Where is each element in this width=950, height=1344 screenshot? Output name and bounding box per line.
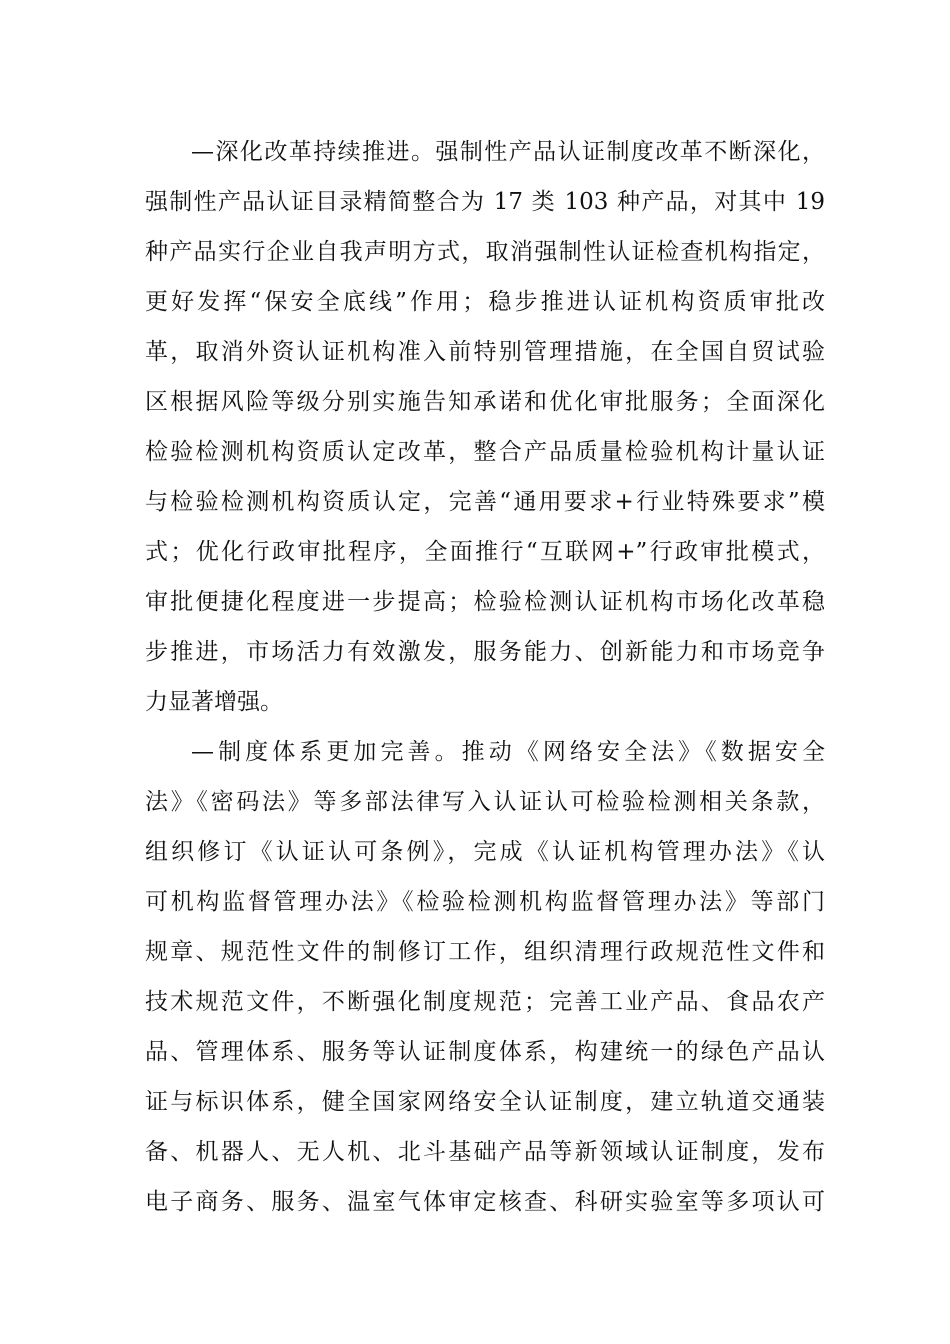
paragraph-line: —制度体系更加完善。推动《网络安全法》《数据安全	[191, 739, 825, 765]
paragraph-line: 力显著增强。	[145, 689, 283, 715]
paragraph-line: 种产品实行企业自我声明方式，取消强制性认证检查机构指定，	[145, 239, 825, 265]
paragraph-line: 检验检测机构资质认定改革，整合产品质量检验机构计量认证	[145, 439, 825, 465]
paragraph-line: 法》《密码法》等多部法律写入认证认可检验检测相关条款，	[145, 789, 825, 815]
paragraph-line: 品、管理体系、服务等认证制度体系，构建统一的绿色产品认	[145, 1039, 825, 1065]
document-body	[145, 127, 825, 1227]
paragraph-line: 更好发挥“保安全底线”作用；稳步推进认证机构资质审批改	[145, 289, 825, 315]
paragraph-line: 式；优化行政审批程序，全面推行“互联网+”行政审批模式，	[145, 539, 825, 565]
paragraph-line: 电子商务、服务、温室气体审定核查、科研实验室等多项认可	[145, 1189, 825, 1215]
paragraph-line: 强制性产品认证目录精简整合为 17 类 103 种产品，对其中 19	[145, 189, 825, 215]
paragraph-line: 备、机器人、无人机、北斗基础产品等新领域认证制度，发布	[145, 1139, 825, 1165]
paragraph-line: 规章、规范性文件的制修订工作，组织清理行政规范性文件和	[145, 939, 825, 965]
paragraph-line: 证与标识体系，健全国家网络安全认证制度，建立轨道交通装	[145, 1089, 825, 1115]
paragraph-line: 可机构监督管理办法》《检验检测机构监督管理办法》等部门	[145, 889, 825, 915]
paragraph-line: 革，取消外资认证机构准入前特别管理措施，在全国自贸试验	[145, 339, 825, 365]
paragraph-line: 步推进，市场活力有效激发，服务能力、创新能力和市场竞争	[145, 639, 825, 665]
paragraph-line: 技术规范文件，不断强化制度规范；完善工业产品、食品农产	[145, 989, 825, 1015]
paragraph-line: 组织修订《认证认可条例》，完成《认证机构管理办法》《认	[145, 839, 825, 865]
paragraph-line: 区根据风险等级分别实施告知承诺和优化审批服务；全面深化	[145, 389, 825, 415]
paragraph-line: 与检验检测机构资质认定，完善“通用要求+行业特殊要求”模	[145, 489, 825, 515]
paragraph-line: —深化改革持续推进。强制性产品认证制度改革不断深化，	[191, 139, 825, 165]
paragraph-system	[145, 727, 825, 1227]
paragraph-line: 审批便捷化程度进一步提高；检验检测认证机构市场化改革稳	[145, 589, 825, 615]
paragraph-reform	[145, 127, 825, 727]
